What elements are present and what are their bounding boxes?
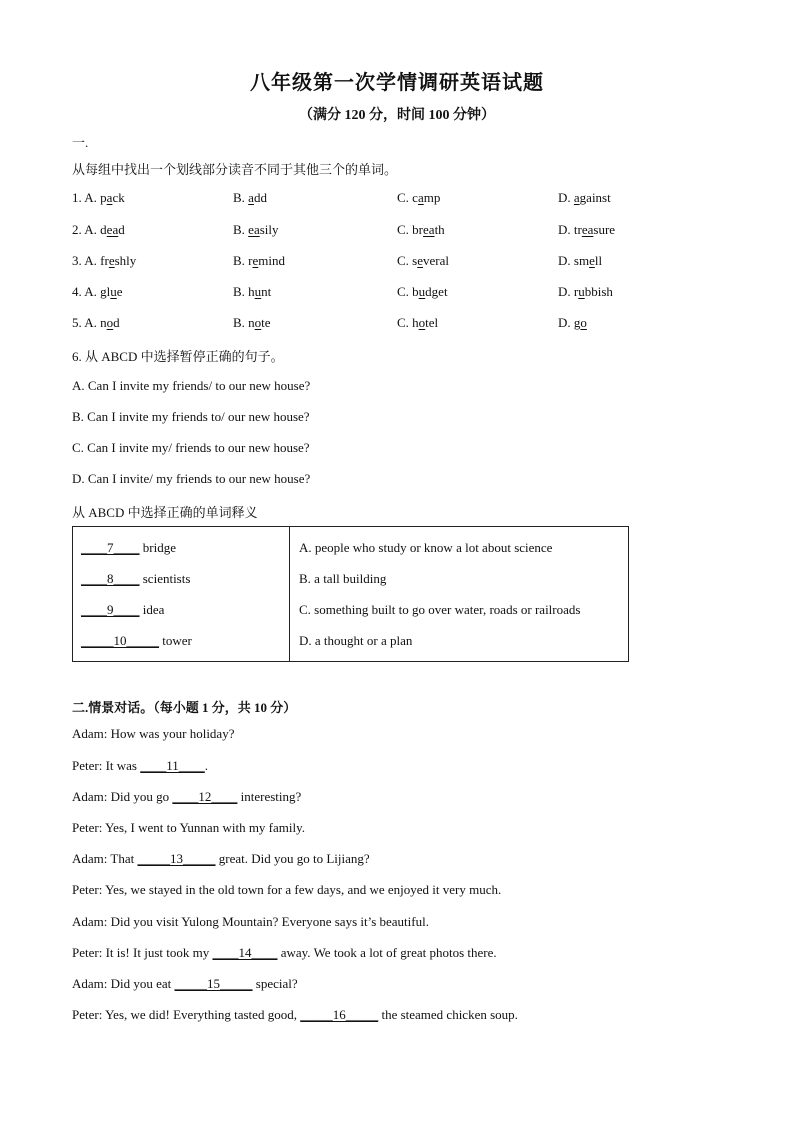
question-6-option-c: C. Can I invite my/ friends to our new house? — [72, 440, 310, 455]
word-part: br — [412, 222, 424, 237]
dialogue-text: Adam: Did you eat — [72, 976, 175, 991]
option-label: D. — [558, 315, 571, 330]
question-5-option-b — [233, 315, 271, 331]
word-part: gainst — [579, 190, 611, 205]
dialogue-text: Peter: Yes, we stayed in the old town for a few days, and we enjoyed it very much. — [72, 882, 502, 897]
dialogue-text: away. We took a lot of great photos there. — [277, 945, 497, 960]
question-4-option-c — [397, 284, 448, 300]
dialogue-line — [72, 914, 429, 930]
question-1-option-d — [558, 190, 611, 206]
answer-blank-10[interactable]: _____10_____ — [81, 633, 159, 648]
dialogue-text: special? — [252, 976, 298, 991]
underlined-letters: a — [573, 190, 580, 205]
dialogue-text: Peter: Yes, we did! Everything tasted good, — [72, 1007, 301, 1022]
underlined-letters: a — [417, 190, 424, 205]
answer-blank-8[interactable]: ____8____ — [81, 571, 140, 586]
underlined-letters: u — [254, 284, 262, 299]
word-part: tr — [573, 222, 582, 237]
option-label: C. — [397, 222, 409, 237]
question-3-option-b — [233, 253, 285, 269]
word-part: d — [100, 222, 107, 237]
word-part: p — [100, 190, 107, 205]
question-5-option-d — [558, 315, 587, 331]
option-label: 2. A. — [72, 222, 97, 237]
option-label: B. — [233, 222, 245, 237]
dialogue-line — [72, 882, 501, 898]
underlined-letters: ea — [423, 222, 435, 237]
question-5-option-a — [72, 315, 120, 331]
dialogue-line — [72, 945, 497, 961]
word-part: sm — [573, 253, 590, 268]
dialogue-line — [72, 789, 301, 805]
table-divider — [289, 527, 290, 661]
dialogue-line — [72, 758, 208, 774]
question-6-prompt: 6. 从 ABCD 中选择暂停正确的句子。 — [72, 349, 284, 364]
dialogue-text: . — [204, 758, 209, 773]
word-part: te — [261, 315, 271, 330]
question-2-option-a — [72, 222, 125, 238]
option-label: D. — [558, 253, 571, 268]
option-label: B. — [233, 190, 245, 205]
word-part: mind — [258, 253, 286, 268]
page-subtitle: （满分 120 分，时间 100 分钟） — [299, 108, 495, 123]
dialogue-line — [72, 820, 305, 836]
underlined-letters: o — [254, 315, 262, 330]
word-part: dget — [425, 284, 448, 299]
word-part: c — [412, 190, 418, 205]
word-part: b — [412, 284, 419, 299]
word-part: ll — [594, 253, 603, 268]
underlined-letters: ea — [248, 222, 260, 237]
dialogue-line — [72, 1007, 518, 1023]
underlined-letters: a — [248, 190, 254, 205]
underlined-letters: e — [252, 253, 259, 268]
word-part: n — [100, 315, 107, 330]
definition-c: C. something built to go over water, roads or railroads — [299, 602, 581, 617]
dialogue-text: Peter: It is! It just took my — [72, 945, 213, 960]
vocab-word: bridge — [139, 540, 176, 555]
answer-blank-7[interactable]: ____7____ — [81, 540, 140, 555]
question-1-option-c — [397, 190, 440, 206]
definition-d: D. a thought or a plan — [299, 633, 413, 648]
underlined-letters: u — [418, 284, 426, 299]
answer-blank[interactable]: _____15_____ — [174, 976, 253, 991]
dialogue-text: the steamed chicken soup. — [378, 1007, 518, 1022]
word-part: d — [113, 315, 120, 330]
option-label: D. — [558, 222, 571, 237]
definition-a: A. people who study or know a lot about science — [299, 540, 553, 555]
section-1-instruction: 从每组中找出一个划线部分读音不同于其他三个的单词。 — [72, 162, 398, 177]
underlined-letters: e — [108, 253, 115, 268]
page-title: 八年级第一次学情调研英语试题 — [250, 72, 544, 94]
vocab-instruction: 从 ABCD 中选择正确的单词释义 — [72, 505, 258, 520]
answer-blank[interactable]: ____12____ — [172, 789, 238, 804]
dialogue-text: Adam: Did you go — [72, 789, 173, 804]
underlined-letters: o — [580, 315, 587, 330]
dialogue-text: Adam: Did you visit Yulong Mountain? Everyone says it’s beautiful. — [72, 914, 429, 929]
definition-b: B. a tall building — [299, 571, 387, 586]
word-part: h — [412, 315, 419, 330]
question-6-option-d: D. Can I invite/ my friends to our new house? — [72, 471, 311, 486]
word-part: mp — [423, 190, 441, 205]
question-5-option-c — [397, 315, 438, 331]
underlined-letters: ea — [581, 222, 594, 237]
word-part: r — [573, 284, 579, 299]
question-4-option-b — [233, 284, 271, 300]
question-2-option-c — [397, 222, 445, 238]
word-part: ck — [112, 190, 125, 205]
question-6-option-a: A. Can I invite my friends/ to our new house? — [72, 378, 311, 393]
vocab-matching-table — [72, 526, 629, 662]
word-part: dd — [253, 190, 267, 205]
dialogue-line — [72, 851, 370, 867]
question-2-option-b — [233, 222, 279, 238]
option-label: C. — [397, 315, 409, 330]
question-3-option-d — [558, 253, 602, 269]
question-1-option-a — [72, 190, 125, 206]
vocab-item-8 — [81, 571, 190, 587]
option-label: 3. A. — [72, 253, 97, 268]
section-1-heading: 一. — [72, 135, 89, 150]
word-part: fr — [100, 253, 109, 268]
word-part: th — [434, 222, 445, 237]
underlined-letters: o — [106, 315, 114, 330]
underlined-letters: e — [417, 253, 424, 268]
dialogue-line — [72, 976, 298, 992]
dialogue-text: Peter: It was — [72, 758, 141, 773]
word-part: tel — [425, 315, 439, 330]
question-4-option-d — [558, 284, 613, 300]
option-label: C. — [397, 284, 409, 299]
vocab-word: idea — [139, 602, 165, 617]
option-label: C. — [397, 253, 409, 268]
answer-blank[interactable]: ____14____ — [212, 945, 278, 960]
dialogue-text: Adam: That — [72, 851, 138, 866]
question-3-option-a — [72, 253, 136, 269]
vocab-word: tower — [159, 633, 192, 648]
word-part: h — [248, 284, 255, 299]
vocab-word: scientists — [139, 571, 191, 586]
word-part: shly — [114, 253, 137, 268]
option-label: B. — [233, 315, 245, 330]
underlined-letters: u — [110, 284, 117, 299]
section-2-heading: 二.情景对话。（每小题 1 分，共 10 分） — [72, 700, 297, 715]
question-4-option-a — [72, 284, 123, 300]
word-part: nt — [261, 284, 272, 299]
underlined-letters: o — [418, 315, 426, 330]
question-3-option-c — [397, 253, 449, 269]
word-part: bbish — [584, 284, 613, 299]
dialogue-text: interesting? — [237, 789, 302, 804]
option-label: 4. A. — [72, 284, 97, 299]
dialogue-text: Peter: Yes, I went to Yunnan with my family. — [72, 820, 306, 835]
vocab-item-9 — [81, 602, 164, 618]
vocab-item-7 — [81, 540, 176, 556]
question-1-option-b — [233, 190, 267, 206]
underlined-letters: a — [106, 190, 113, 205]
option-label: B. — [233, 253, 245, 268]
option-label: B. — [233, 284, 245, 299]
word-part: r — [248, 253, 253, 268]
answer-blank[interactable]: _____13_____ — [137, 851, 216, 866]
question-6-option-b: B. Can I invite my friends to/ our new house? — [72, 409, 310, 424]
word-part: n — [248, 315, 255, 330]
option-label: C. — [397, 190, 409, 205]
option-label: D. — [558, 190, 571, 205]
dialogue-text: Adam: How was your holiday? — [72, 726, 235, 741]
answer-blank[interactable]: _____16_____ — [300, 1007, 379, 1022]
dialogue-line — [72, 726, 234, 742]
word-part: veral — [423, 253, 449, 268]
option-label: 5. A. — [72, 315, 97, 330]
word-part: e — [116, 284, 123, 299]
underlined-letters: ea — [106, 222, 119, 237]
question-2-option-d — [558, 222, 615, 238]
option-label: 1. A. — [72, 190, 97, 205]
underlined-letters: u — [578, 284, 585, 299]
word-part: gl — [100, 284, 111, 299]
word-part: d — [118, 222, 125, 237]
option-label: D. — [558, 284, 571, 299]
word-part: s — [412, 253, 418, 268]
dialogue-text: great. Did you go to Lijiang? — [215, 851, 370, 866]
underlined-letters: e — [589, 253, 595, 268]
answer-blank-9[interactable]: ____9____ — [81, 602, 140, 617]
vocab-item-10 — [81, 633, 192, 649]
word-part: sure — [593, 222, 616, 237]
word-part: sily — [259, 222, 279, 237]
answer-blank[interactable]: ____11____ — [140, 758, 205, 773]
word-part: g — [573, 315, 581, 330]
